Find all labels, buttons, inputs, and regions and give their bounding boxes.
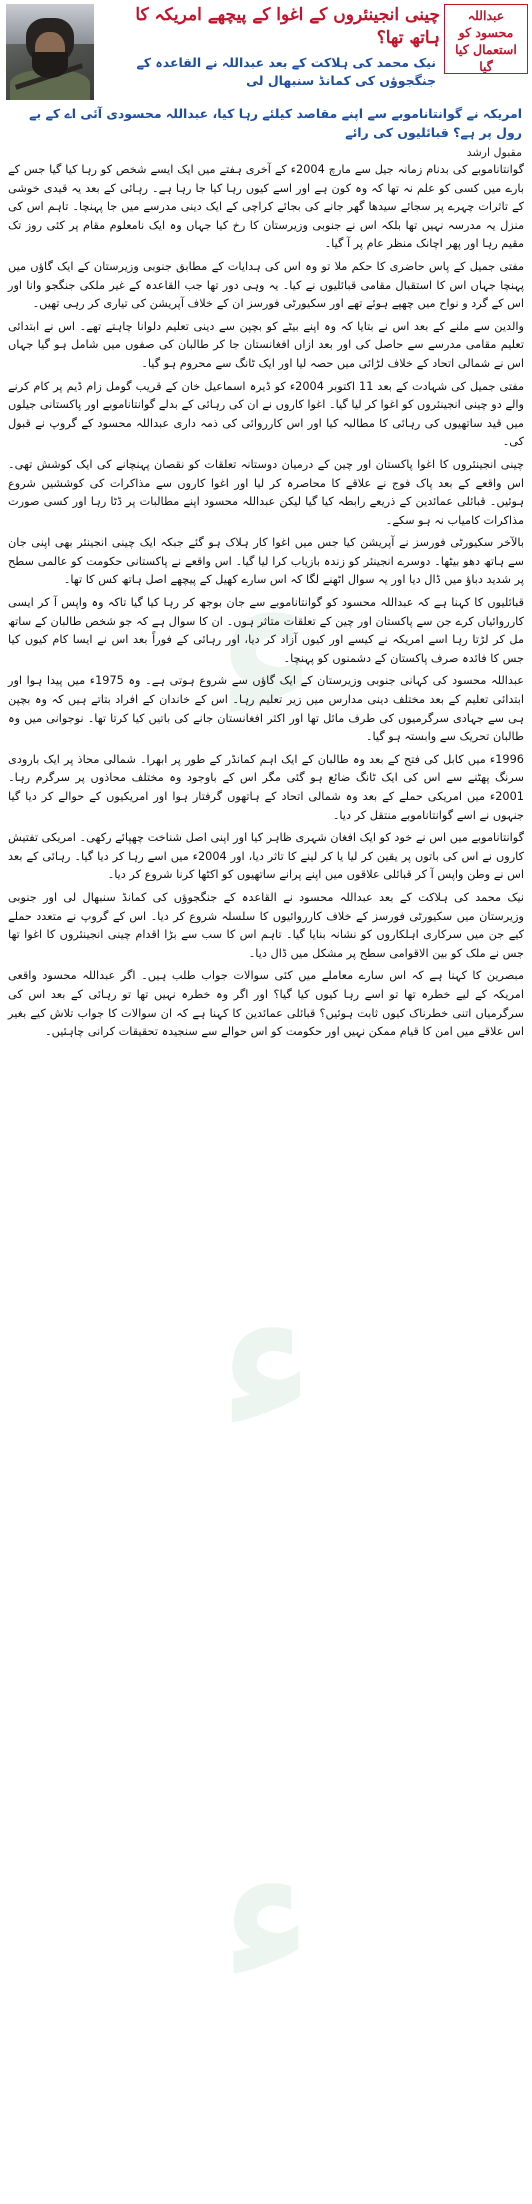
headline-box: عبداللہ محسود کو استعمال کیا گیا: [444, 4, 528, 74]
article-paragraph: گوانتاناموبے میں اس نے خود کو ایک افغان شہری ظاہر کیا اور اپنی اصل شناخت چھپائے رکھی۔ امریکی تفتیش کاروں نے اس کی باتوں پر یقین کر لیا یا کر لینے کا تاثر دیا، اور 2004ء میں اسے رہا کر دیا گیا۔ رہائی کے بعد اس نے وطن واپس آ کر قبائلی علاقوں میں اپنے پرانے ساتھیوں کو اکٹھا کرنا شروع کر دیا۔: [8, 831, 524, 882]
kicker-line: نیک محمد کی ہلاکت کے بعد عبداللہ نے القاعدہ کے جنگجوؤں کی کمانڈ سنبھال لی: [136, 55, 436, 88]
watermark: ء: [218, 1240, 314, 1475]
article-paragraph: بالآخر سکیورٹی فورسز نے آپریشن کیا جس میں اغوا کار ہلاک ہو گئے جبکہ ایک چینی انجینئر بھی اپنی جان سے ہاتھ دھو بیٹھا۔ دوسرے انجینئر کو زندہ بازیاب کرا لیا گیا۔ اس واقعے نے پاکستانی حکومت کو عالمی سطح پر شدید دباؤ میں ڈال دیا اور یہ سوال اٹھنے لگا کہ اس سارے کھیل کے پیچھے اصل ہاتھ کس کا تھا۔: [8, 536, 524, 587]
watermark: ء: [216, 520, 316, 767]
headline: چینی انجینئروں کے اغوا کے پیچھے امریکہ کا ہاتھ تھا؟: [135, 5, 440, 48]
militant-photo: [6, 4, 94, 100]
article-paragraph: چینی انجینئروں کا اغوا پاکستان اور چین کے درمیان دوستانہ تعلقات کو نقصان پہنچانے کی ایک کوشش تھی۔ اس واقعے کے بعد پاک فوج نے علاقے کا محاصرہ کر لیا اور اغوا کاروں سے مذاکرات کی کوششیں شروع ہوئیں۔ قبائلی عمائدین کے ذریعے رابطہ کیا گیا لیکن عبداللہ محسود اپنے مطالبات پر ڈٹا رہا اور کسی صورت مذاکرات کامیاب نہ ہو سکے۔: [8, 457, 524, 527]
byline: مقبول ارشد: [466, 146, 522, 159]
article-body: [8, 161, 524, 1042]
watermark: ء: [221, 1800, 311, 2023]
article-paragraph: مفتی جمیل کے پاس حاضری کا حکم ملا تو وہ اس کی ہدایات کے مطابق جنوبی وزیرستان کے ایک گاؤں میں پہنچا جہاں اس کا استقبال مقامی قبائلیوں نے کیا۔ یہ وہی دور تھا جب القاعدہ کے غیر ملکی جنگجو وانا اور اس کے گرد و نواح میں چھپے ہوئے تھے اور سکیورٹی فورسز ان کے خلاف آپریشن کی تیاری کر رہی تھیں۔: [8, 259, 524, 311]
article-header: [0, 0, 532, 102]
article-paragraph: گوانتاناموبے کی بدنام زمانہ جیل سے مارچ 2004ء کے آخری ہفتے میں ایک ایسے شخص کو رہا کیا گیا جس کے بارے میں کسی کو علم نہ تھا کہ وہ کون ہے اور اسے کیوں رہا کیا جا رہا ہے۔ رہائی کے بعد یہ قیدی خوشی کے تاثرات چہرے پر سجائے سیدھا گھر جانے کی بجائے کراچی کے ایک دینی مدرسے میں جا پہنچا۔ تاہم اس کی منزل یہ مدرسہ نہیں تھا بلکہ اس نے جنوبی وزیرستان کا رخ کیا جہاں وہ ایک نامعلوم مقام پر کئی روز تک مقیم رہا اور پھر اچانک منظر عام پر آ گیا۔: [8, 163, 524, 251]
article-paragraph: عبداللہ محسود کی کہانی جنوبی وزیرستان کے ایک گاؤں سے شروع ہوتی ہے۔ وہ 1975ء میں پیدا ہوا اور ابتدائی تعلیم کے بعد مختلف دینی مدارس میں زیر تعلیم رہا۔ اس کے خاندان کے افراد بتاتے ہیں کہ وہ بچپن ہی سے جہادی سرگرمیوں کی طرف مائل تھا اور اکثر افغانستان جانے کی باتیں کیا کرتا تھا۔ نوجوانی میں وہ طالبان تحریک سے وابستہ ہو گیا۔: [8, 674, 524, 744]
article-paragraph: 1996ء میں کابل کی فتح کے بعد وہ طالبان کے ایک اہم کمانڈر کے طور پر ابھرا۔ شمالی محاذ پر ایک بارودی سرنگ پھٹنے سے اس کی ایک ٹانگ ضائع ہو گئی مگر اس کے باوجود وہ مختلف محاذوں پر سرگرم رہا۔ 2001ء میں امریکی حملے کے بعد وہ شمالی اتحاد کے ہاتھوں گرفتار ہوا اور امریکیوں کے حوالے کر دیا گیا جنہوں نے اسے گوانتاناموبے منتقل کر دیا۔: [8, 752, 524, 822]
article-paragraph: قبائلیوں کا کہنا ہے کہ عبداللہ محسود کو گوانتاناموبے سے جان بوجھ کر رہا کیا گیا تاکہ وہ واپس آ کر ایسی کارروائیاں کرے جن سے پاکستان اور چین کے تعلقات متاثر ہوں۔ ان کا سوال ہے کہ جو شخص طالبان کے ساتھ مل کر لڑتا رہا اسے امریکہ نے کیسے اور کیوں آزاد کر دیا، اور رہائی کے فوراً بعد اس نے ایسا کام کیوں کیا جس کا فائدہ صرف پاکستان کے دشمنوں کو پہنچا۔: [8, 596, 524, 665]
article-paragraph: والدین سے ملنے کے بعد اس نے بتایا کہ وہ اپنے بیٹے کو بچپن سے دینی تعلیم دلوانا چاہتے تھے۔ اس نے ابتدائی تعلیم مقامی مدرسے سے حاصل کی اور بعد ازاں افغانستان جا کر طالبان کی صفوں میں شامل ہو گیا جہاں اس نے شمالی اتحاد کے خلاف لڑائی میں حصہ لیا اور ایک ٹانگ سے محروم ہو گیا۔: [8, 319, 524, 370]
article-paragraph: نیک محمد کی ہلاکت کے بعد عبداللہ محسود نے القاعدہ کے جنگجوؤں کی کمانڈ سنبھال لی اور جنوبی وزیرستان میں سکیورٹی فورسز کے خلاف کارروائیوں کا سلسلہ شروع کر دیا۔ اس کے گروپ نے متعدد حملے کیے جن میں سرکاری اہلکاروں کو نشانہ بنایا گیا۔ تاہم اس کا سب سے بڑا اقدام چینی انجینئروں کا اغوا تھا جس نے ملک کو بین الاقوامی سطح پر مشکل میں ڈال دیا۔: [8, 890, 524, 960]
article-paragraph: مبصرین کا کہنا ہے کہ اس سارے معاملے میں کئی سوالات جواب طلب ہیں۔ اگر عبداللہ محسود واقعی امریکہ کے لیے خطرہ تھا تو اسے رہا کیوں کیا گیا؟ اور اگر وہ خطرہ نہیں تھا تو رہائی کے بعد اس کی سرگرمیاں اتنی خطرناک کیوں ثابت ہوئیں؟ قبائلی عمائدین کا کہنا ہے کہ ان سوالات کا جواب تلاش کیے بغیر اس علاقے میں امن کا قیام ممکن نہیں اور حکومت کو اس حوالے سے سنجیدہ تحقیقات کرانی چاہئیں۔: [8, 969, 524, 1039]
intro-subheadline: امریکہ نے گوانتاناموبے سے اپنے مقاصد کیلئے رہا کیا، عبداللہ محسودی آئی اے کے بے رول پر ہے؟ قبائلیوں کی رائے: [29, 106, 522, 140]
article-paragraph: مفتی جمیل کی شہادت کے بعد 11 اکتوبر 2004ء کو ڈیرہ اسماعیل خان کے قریب گومل زام ڈیم پر کام کرنے والے دو چینی انجینئروں کو اغوا کر لیا گیا۔ اغوا کاروں نے ان کی رہائی کے بدلے گوانتاناموبے اور پاکستانی جیلوں میں قید ساتھیوں کی رہائی کا مطالبہ کیا اور اس کارروائی کی ذمہ داری عبداللہ محسود کے گروپ نے قبول کی۔: [8, 379, 525, 449]
